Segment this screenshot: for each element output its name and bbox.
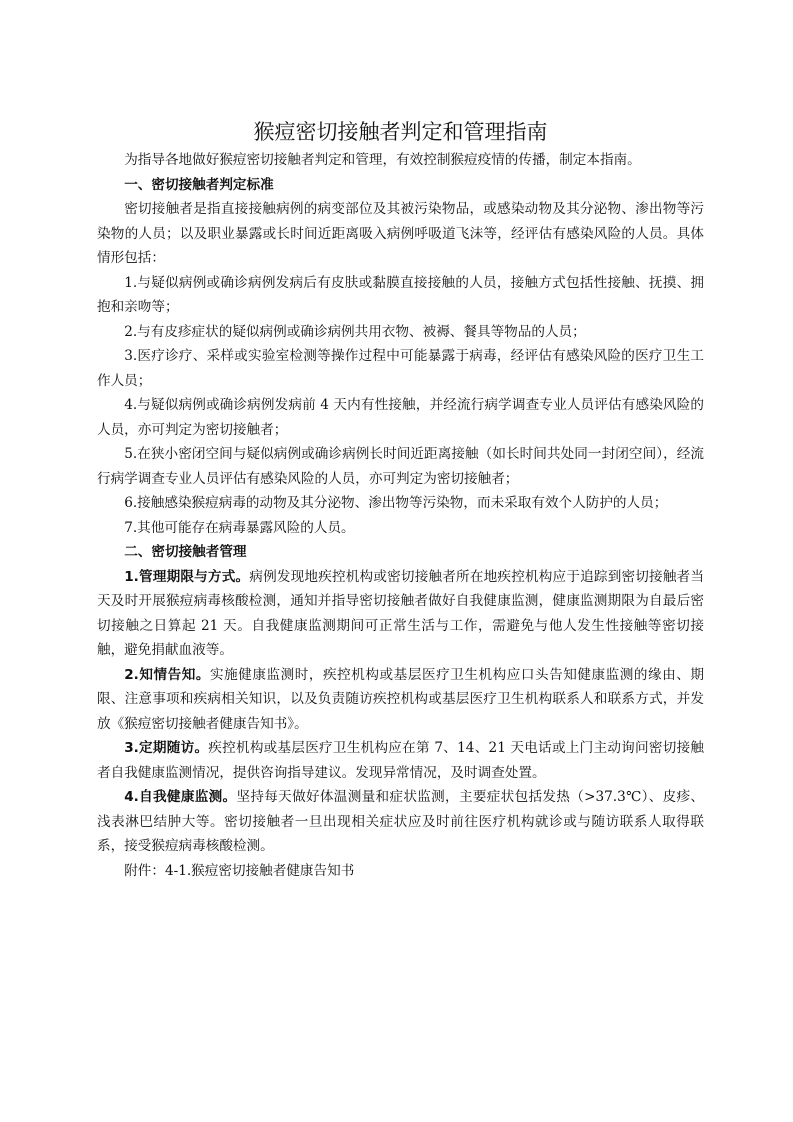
- criteria-item: 6.接触感染猴痘病毒的动物及其分泌物、渗出物等污染物，而未采取有效个人防护的人员；: [124, 495, 668, 511]
- criteria-item: 1.与疑似病例或确诊病例发病后有皮肤或黏膜直接接触的人员，接触方式包括性接触、抚摸、拥抱和亲吻等；: [97, 274, 704, 315]
- item-text: 实施健康监测时，疾控机构或基层医疗卫生机构应口头告知健康监测的缘由、期限、注意事项和疾病相关知识，以及负责随访疾控机构或基层医疗卫生机构联系人和联系方式，并发放《猴痘密切接触者健康告知书》。: [97, 666, 705, 732]
- item-text: 坚持每天做好体温测量和症状监测，主要症状包括发热（>37.3℃）、皮疹、浅表淋巴结肿大等。密切接触者一旦出现相关症状应及时前往医疗机构就诊或与随访联系人取得联系，接受猴痘病毒核酸检测。: [97, 789, 705, 854]
- document-title: 猴痘密切接触者判定和管理指南: [253, 120, 548, 144]
- management-item: [97, 785, 704, 859]
- management-item: [97, 663, 704, 737]
- intro-paragraph: 为指导各地做好猴痘密切接触者判定和管理，有效控制猴痘疫情的传播，制定本指南。: [124, 152, 641, 168]
- definition-paragraph: 密切接触者是指直接接触病例的病变部位及其被污染物品，或感染动物及其分泌物、渗出物等污染物的人员；以及职业暴露或长时间近距离吸入病例呼吸道飞沫等，经评估有感染风险的人员。具体情形包括：: [97, 201, 704, 266]
- attachment-note: 附件：4-1.猴痘密切接触者健康告知书: [124, 862, 355, 879]
- criteria-item: 7.其他可能存在病毒暴露风险的人员。: [124, 519, 355, 536]
- criteria-item: 5.在狭小密闭空间与疑似病例或确诊病例长时间近距离接触（如长时间共处同一封闭空间），经流行病学调查专业人员评估有感染风险的人员，亦可判定为密切接触者；: [97, 446, 704, 487]
- document-page: [97, 118, 704, 883]
- item-text: 疾控机构或基层医疗卫生机构应在第 7、14、21 天电话或上门主动询问密切接触者自我健康监测情况，提供咨询指导建议。发现异常情况，及时调查处置。: [97, 740, 704, 781]
- criteria-item: 2.与有皮疹症状的疑似病例或确诊病例共用衣物、被褥、餐具等物品的人员；: [124, 323, 586, 340]
- item-lead: 2.知情告知。: [124, 666, 210, 683]
- item-lead: 4.自我健康监测。: [124, 789, 237, 805]
- item-text: 病例发现地疾控机构或密切接触者所在地疾控机构应于追踪到密切接触者当天及时开展猴痘病毒核酸检测，通知并指导密切接触者做好自我健康监测，健康监测期限为自最后密切接触之日算起 21 天。自我健康监测期间可正常生活与工作，需避免与他人发生性接触等密切接触，避免捐献血液等。: [97, 568, 704, 658]
- criteria-item: 4.与疑似病例或确诊病例发病前 4 天内有性接触，并经流行病学调查专业人员评估有感染风险的人员，亦可判定为密切接触者；: [97, 397, 704, 438]
- item-lead: 1.管理期限与方式。: [124, 568, 250, 585]
- item-lead: 3.定期随访。: [124, 740, 209, 756]
- section-2-heading: 二、密切接触者管理: [124, 544, 247, 560]
- criteria-item: 3.医疗诊疗、采样或实验室检测等操作过程中可能暴露于病毒，经评估有感染风险的医疗卫生工作人员；: [97, 348, 704, 389]
- management-item: [97, 736, 704, 785]
- management-item: [97, 565, 704, 663]
- section-1-heading: 一、密切接触者判定标准: [124, 176, 274, 193]
